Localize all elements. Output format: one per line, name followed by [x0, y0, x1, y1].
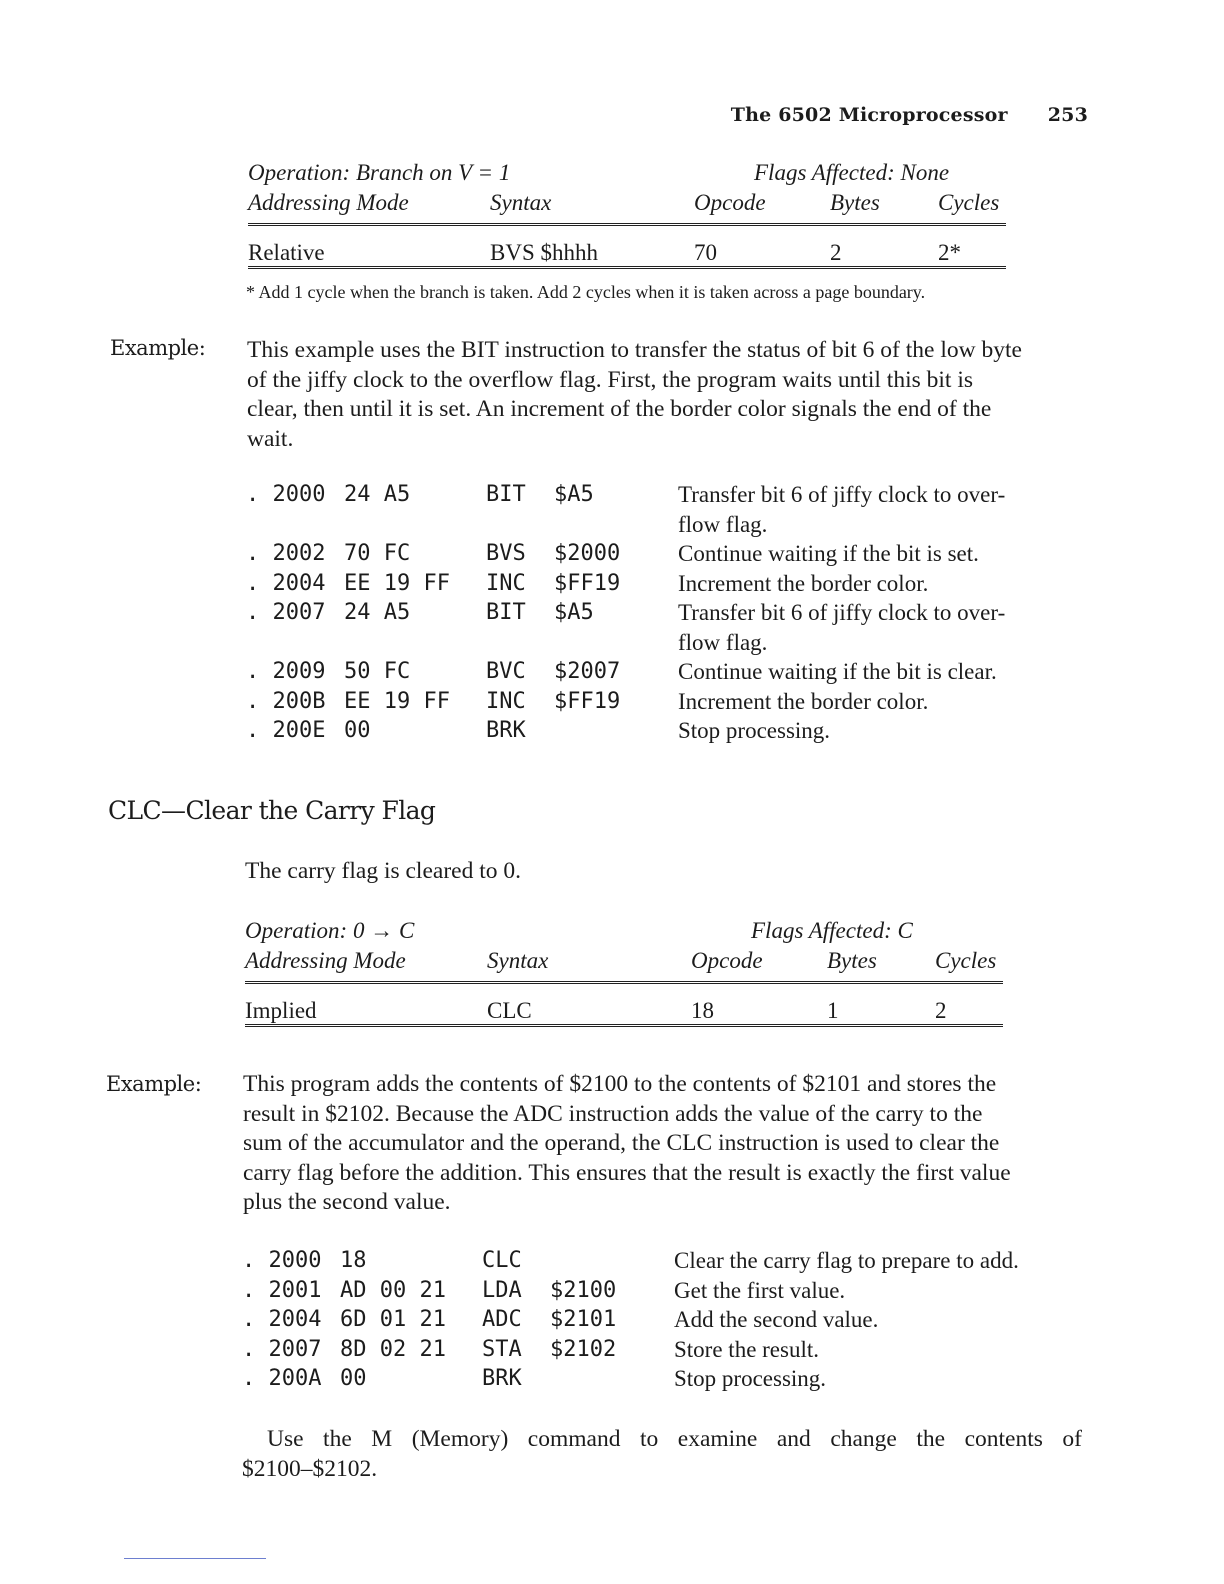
- code-mnemonic: LDA: [482, 1277, 522, 1303]
- code-address: . 2001: [242, 1277, 322, 1303]
- code-mnemonic: INC: [486, 688, 526, 714]
- code-bytes: EE 19 FF: [344, 570, 450, 596]
- code-mnemonic: BRK: [486, 718, 526, 743]
- bvs-operation-table: [248, 160, 1006, 269]
- code-address: . 200E: [246, 718, 326, 743]
- bvs-mode: Relative: [248, 240, 325, 265]
- code-address: . 2007: [242, 1336, 322, 1362]
- code-mnemonic: BIT: [486, 482, 526, 507]
- code-operand: $2000: [554, 541, 621, 566]
- example-label-1: Example:: [110, 336, 206, 360]
- closing-line: $2100–$2102.: [242, 1456, 378, 1482]
- closing-paragraph: [242, 1424, 1082, 1484]
- bottom-rule: [124, 1558, 266, 1559]
- code-bytes: 24 A5: [344, 600, 411, 625]
- bvs-bytes: 2: [830, 240, 842, 265]
- code-line: [246, 600, 1086, 630]
- closing-line: Use the M (Memory) command to examine and change the contents of: [267, 1426, 1082, 1452]
- code-line: [246, 718, 1086, 748]
- code-line: [246, 512, 1086, 542]
- bvs-syntax: BVS $hhhh: [490, 240, 598, 265]
- bvs-data-row: [248, 226, 1006, 269]
- bvs-footnote: * Add 1 cycle when the branch is taken. Add 2 cycles when it is taken across a page boundary.: [246, 282, 926, 302]
- clc-bytes: 1: [827, 998, 839, 1023]
- clc-syntax: CLC: [487, 998, 532, 1023]
- bvs-cycles: 2*: [938, 240, 961, 265]
- code-bytes: 18: [340, 1248, 367, 1273]
- col-cycles: Cycles: [938, 190, 1000, 215]
- example2-code-listing: [242, 1248, 1092, 1396]
- code-comment: flow flag.: [678, 511, 768, 537]
- example1-line: clear, then until it is set. An increment of the border color signals the end of the: [247, 396, 992, 422]
- clc-description: The carry flag is cleared to 0.: [245, 858, 521, 884]
- code-comment: Clear the carry flag to prepare to add.: [674, 1248, 1019, 1273]
- code-comment: Get the first value.: [674, 1277, 846, 1303]
- clc-mode: Implied: [245, 998, 317, 1023]
- clc-operation-row: [245, 918, 1003, 948]
- example2-line: carry flag before the addition. This ensures that the result is exactly the first value: [243, 1159, 1011, 1186]
- code-line: [242, 1366, 1092, 1396]
- bvs-flags: Flags Affected: None: [754, 160, 950, 185]
- example2-line: plus the second value.: [243, 1189, 451, 1215]
- code-comment: Stop processing.: [678, 718, 831, 743]
- code-line: [246, 541, 1086, 571]
- col-addressing-mode: Addressing Mode: [245, 948, 406, 973]
- code-address: . 2004: [246, 570, 326, 596]
- code-comment: Add the second value.: [674, 1307, 879, 1332]
- running-header: [731, 104, 1088, 126]
- code-line: [242, 1248, 1092, 1278]
- code-comment: flow flag.: [678, 629, 768, 655]
- code-comment: Transfer bit 6 of jiffy clock to over-: [678, 600, 1006, 625]
- col-opcode: Opcode: [694, 190, 766, 215]
- clc-opcode: 18: [691, 998, 714, 1023]
- code-address: . 200B: [246, 688, 326, 714]
- code-address: . 2002: [246, 541, 326, 566]
- code-mnemonic: BVC: [486, 659, 526, 684]
- code-line: [246, 689, 1086, 719]
- code-bytes: 24 A5: [344, 482, 411, 507]
- code-operand: $FF19: [554, 688, 621, 714]
- col-bytes: Bytes: [830, 190, 880, 215]
- code-operand: $2100: [550, 1277, 617, 1303]
- code-mnemonic: BRK: [482, 1366, 522, 1391]
- header-title: The 6502 Microprocessor: [730, 104, 1008, 126]
- code-operand: $FF19: [554, 570, 621, 596]
- code-mnemonic: CLC: [482, 1248, 522, 1273]
- code-bytes: EE 19 FF: [344, 688, 450, 714]
- example2-line: This program adds the contents of $2100 to the contents of $2101 and stores the: [243, 1071, 997, 1097]
- col-addressing-mode: Addressing Mode: [248, 190, 409, 215]
- code-comment: Continue waiting if the bit is set.: [678, 541, 979, 566]
- example1-line: of the jiffy clock to the overflow flag. First, the program waits until this bit is: [247, 366, 973, 393]
- example1-line: wait.: [247, 425, 294, 452]
- code-operand: $2101: [550, 1307, 617, 1332]
- code-address: . 2004: [242, 1307, 322, 1332]
- code-bytes: 50 FC: [344, 659, 411, 684]
- clc-cycles: 2: [935, 998, 947, 1023]
- code-line: [242, 1337, 1092, 1367]
- code-comment: Store the result.: [674, 1336, 819, 1362]
- code-operand: $2007: [554, 659, 621, 684]
- example-label-2: Example:: [106, 1072, 202, 1096]
- code-line: [246, 571, 1086, 601]
- clc-header-row: [245, 948, 1003, 984]
- example1-paragraph: [247, 336, 1087, 454]
- code-line: [246, 482, 1086, 512]
- code-address: . 2009: [246, 659, 326, 684]
- code-comment: Transfer bit 6 of jiffy clock to over-: [678, 482, 1006, 507]
- code-line: [242, 1278, 1092, 1308]
- code-bytes: 8D 02 21: [340, 1336, 446, 1362]
- code-bytes: 70 FC: [344, 541, 411, 566]
- example2-line: result in $2102. Because the ADC instruction adds the value of the carry to the: [243, 1100, 983, 1127]
- clc-operation-table: [245, 918, 1003, 1027]
- code-comment: Increment the border color.: [678, 570, 929, 596]
- code-bytes: AD 00 21: [340, 1277, 446, 1303]
- code-mnemonic: INC: [486, 570, 526, 596]
- code-line: [246, 659, 1086, 689]
- bvs-operation: Operation: Branch on V = 1: [248, 160, 511, 185]
- bvs-opcode: 70: [694, 240, 717, 265]
- example2-line: sum of the accumulator and the operand, the CLC instruction is used to clear the: [243, 1130, 1000, 1156]
- code-mnemonic: ADC: [482, 1307, 522, 1332]
- code-mnemonic: STA: [482, 1336, 522, 1362]
- code-mnemonic: BIT: [486, 600, 526, 625]
- code-operand: $A5: [554, 482, 594, 507]
- code-address: . 2000: [242, 1248, 322, 1273]
- clc-data-row: [245, 984, 1003, 1027]
- code-address: . 2007: [246, 600, 326, 625]
- col-syntax: Syntax: [487, 948, 549, 973]
- code-address: . 200A: [242, 1366, 322, 1391]
- code-bytes: 6D 01 21: [340, 1307, 446, 1332]
- code-operand: $2102: [550, 1336, 617, 1362]
- example2-paragraph: [243, 1070, 1083, 1218]
- col-opcode: Opcode: [691, 948, 763, 973]
- col-bytes: Bytes: [827, 948, 877, 973]
- col-syntax: Syntax: [490, 190, 552, 215]
- section-title-clc: CLC—Clear the Carry Flag: [108, 796, 436, 825]
- page-number: 253: [1047, 104, 1088, 126]
- code-comment: Increment the border color.: [678, 688, 929, 714]
- code-bytes: 00: [344, 718, 371, 743]
- example1-line: This example uses the BIT instruction to transfer the status of bit 6 of the low byte: [247, 337, 1022, 363]
- bvs-operation-row: [248, 160, 1006, 190]
- example1-code-listing: [246, 482, 1086, 748]
- code-bytes: 00: [340, 1366, 367, 1391]
- code-comment: Continue waiting if the bit is clear.: [678, 659, 997, 684]
- code-comment: Stop processing.: [674, 1366, 827, 1391]
- code-address: . 2000: [246, 482, 326, 507]
- bvs-header-row: [248, 190, 1006, 226]
- code-operand: $A5: [554, 600, 594, 625]
- code-line: [242, 1307, 1092, 1337]
- code-line: [246, 630, 1086, 660]
- col-cycles: Cycles: [935, 948, 997, 973]
- clc-operation: Operation: 0 → C: [245, 918, 415, 943]
- code-mnemonic: BVS: [486, 541, 526, 566]
- clc-flags: Flags Affected: C: [751, 918, 913, 943]
